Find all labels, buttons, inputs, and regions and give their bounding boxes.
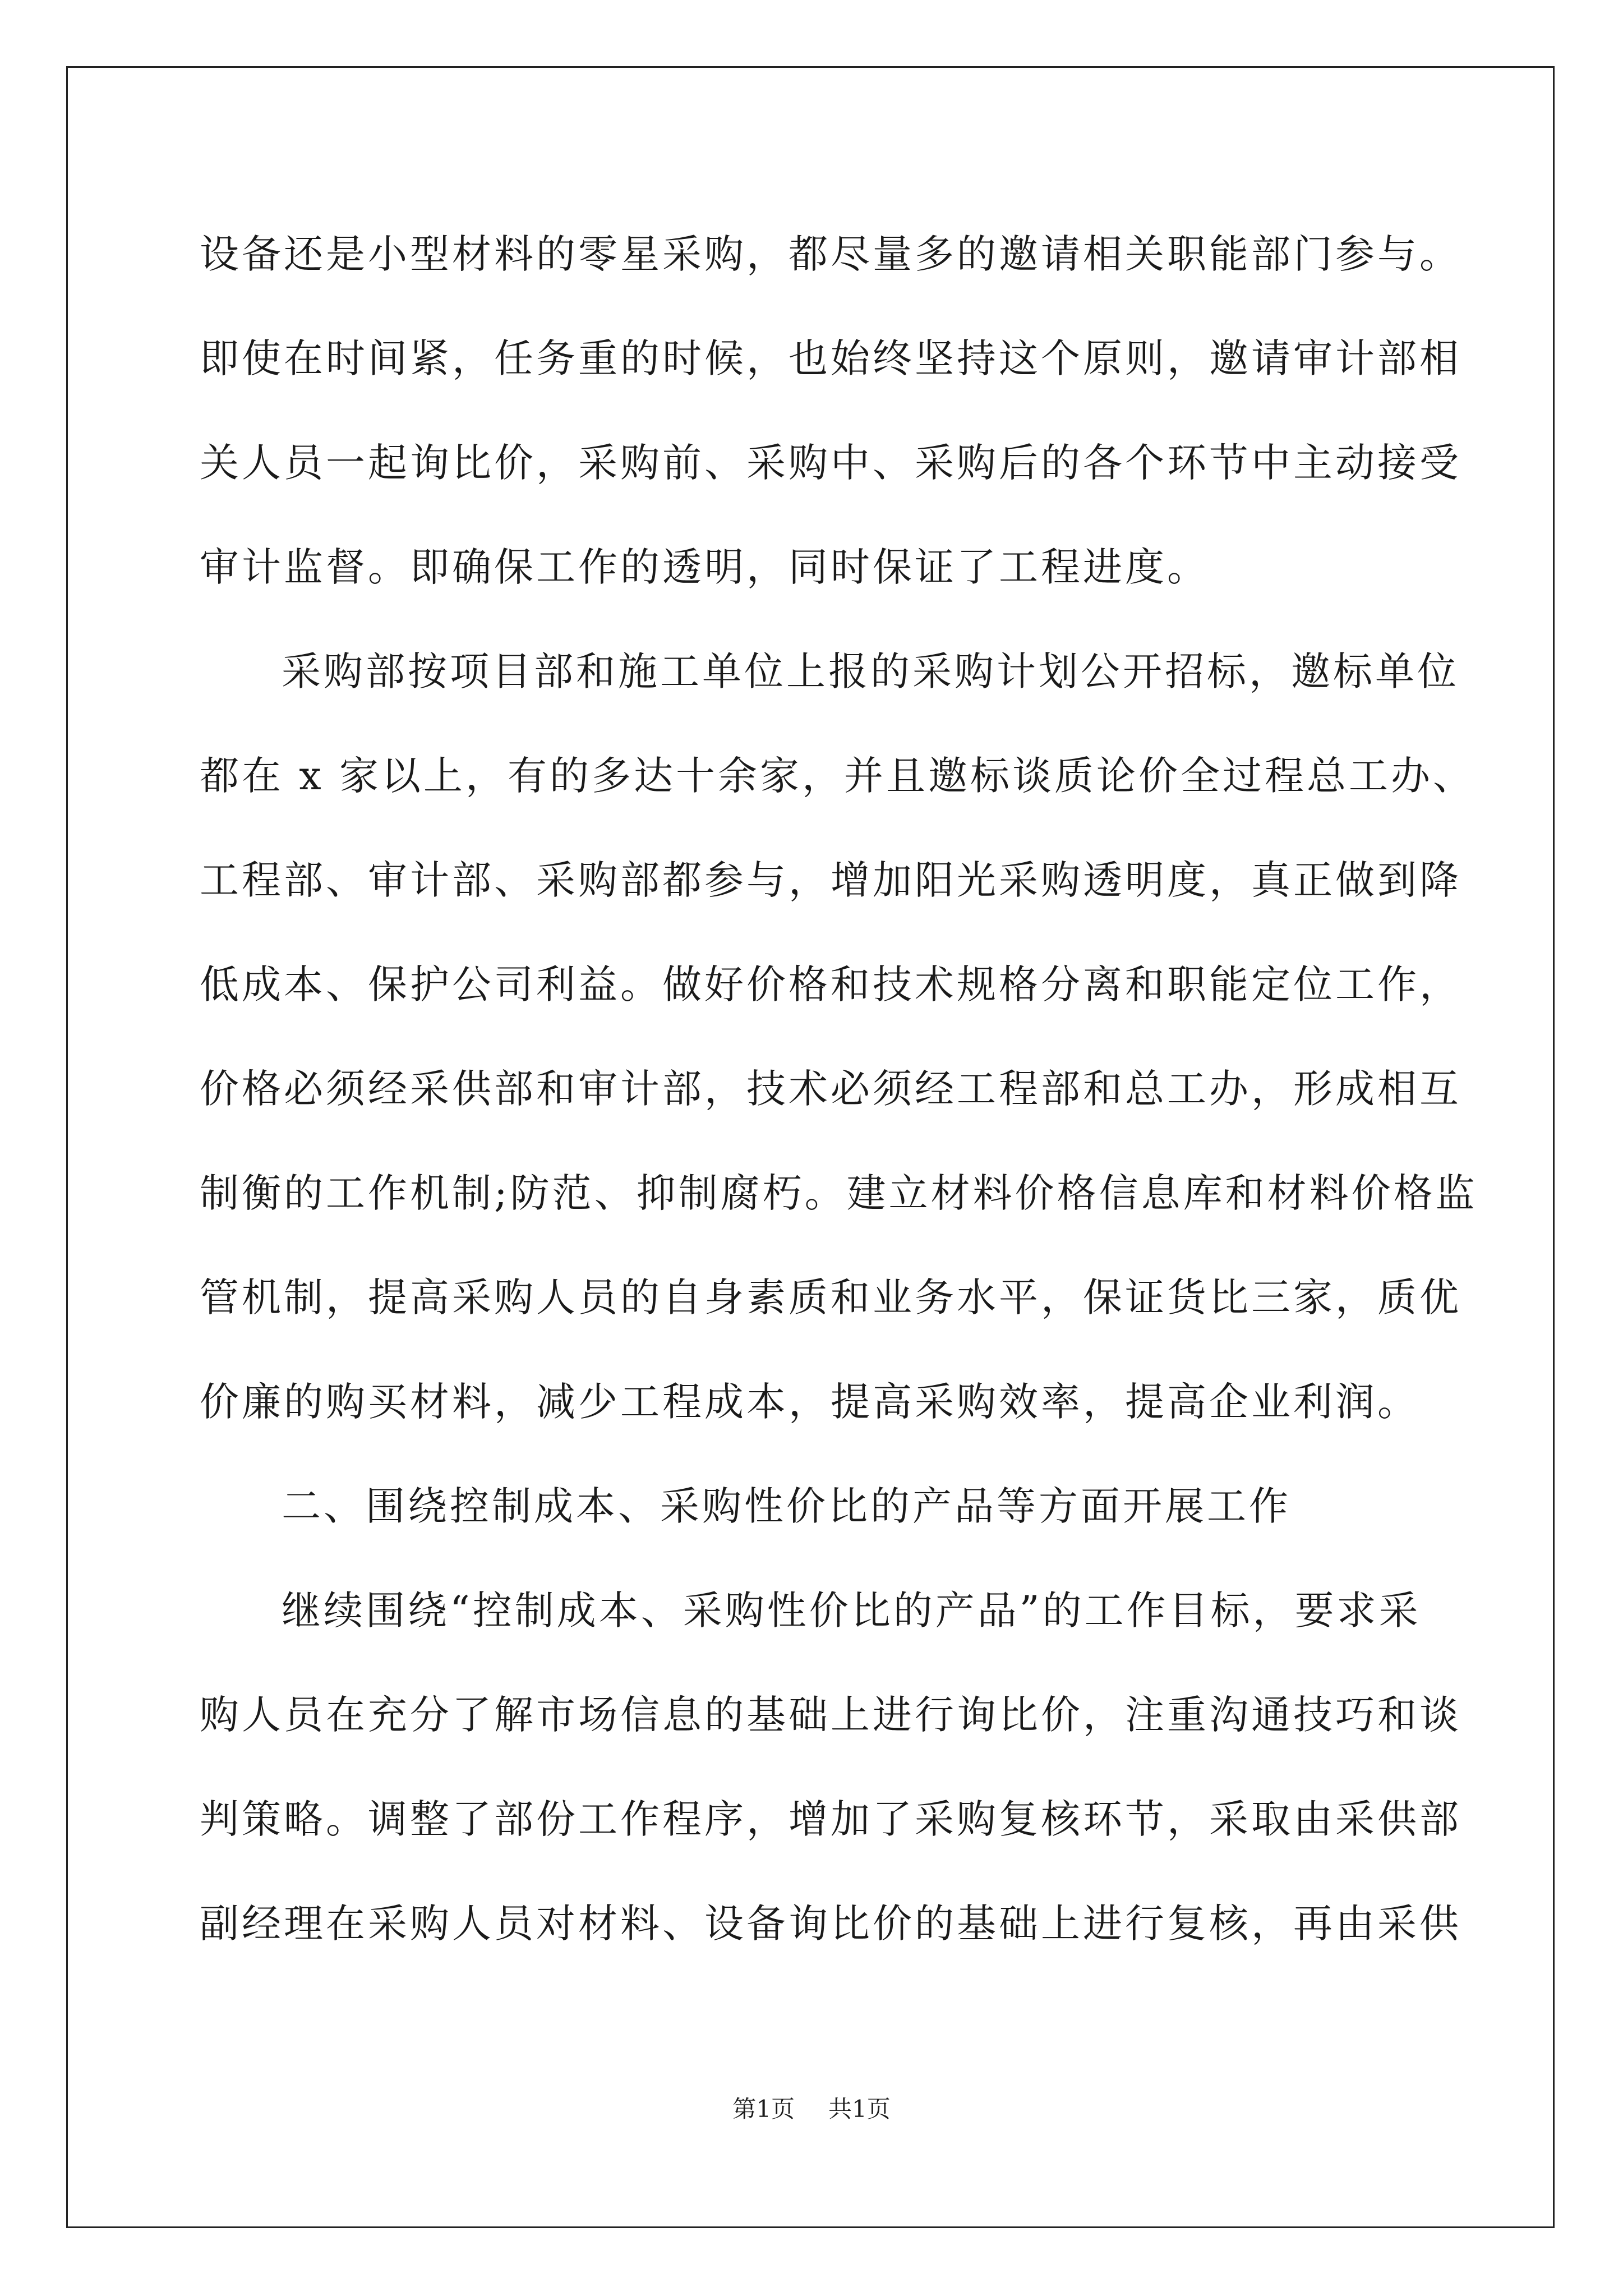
body-line: 价廉的购买材料，减少工程成本，提高采购效率，提高企业利润。 xyxy=(200,1379,1419,1425)
body-line: 都在 x 家以上，有的多达十余家，并且邀标谈质论价全过程总工办、 xyxy=(200,753,1475,799)
body-line: 即使在时间紧，任务重的时候，也始终坚持这个原则，邀请审计部相 xyxy=(200,335,1461,381)
body-line: 价格必须经采供部和审计部，技术必须经工程部和总工办，形成相互 xyxy=(200,1066,1461,1112)
body-line: 低成本、保护公司利益。做好价格和技术规格分离和职能定位工作， xyxy=(200,961,1461,1007)
body-line: 工程部、审计部、采购部都参与，增加阳光采购透明度，真正做到降 xyxy=(200,857,1461,903)
body-line: 副经理在采购人员对材料、设备询比价的基础上进行复核，再由采供 xyxy=(200,1901,1461,1947)
page-number: 第1页 xyxy=(732,2095,795,2123)
page-total: 共1页 xyxy=(828,2095,891,2123)
page-footer xyxy=(0,2092,1623,2126)
section-heading: 二、围绕控制成本、采购性价比的产品等方面开展工作 xyxy=(282,1483,1291,1529)
body-line: 关人员一起询比价，采购前、采购中、采购后的各个环节中主动接受 xyxy=(200,440,1461,486)
body-line: 设备还是小型材料的零星采购，都尽量多的邀请相关职能部门参与。 xyxy=(200,231,1461,277)
body-line: 管机制，提高采购人员的自身素质和业务水平，保证货比三家，质优 xyxy=(200,1274,1461,1320)
body-line: 审计监督。即确保工作的透明，同时保证了工程进度。 xyxy=(200,544,1209,590)
document-body xyxy=(200,202,1478,1976)
paragraph-start-line: 继续围绕“控制成本、采购性价比的产品”的工作目标，要求采 xyxy=(282,1588,1421,1634)
body-line: 购人员在充分了解市场信息的基础上进行询比价，注重沟通技巧和谈 xyxy=(200,1692,1461,1738)
paragraph-start-line: 采购部按项目部和施工单位上报的采购计划公开招标，邀标单位 xyxy=(282,648,1459,694)
body-line: 判策略。调整了部份工作程序，增加了采购复核环节，采取由采供部 xyxy=(200,1796,1461,1842)
body-line: 制衡的工作机制;防范、抑制腐朽。建立材料价格信息库和材料价格监 xyxy=(200,1170,1478,1216)
